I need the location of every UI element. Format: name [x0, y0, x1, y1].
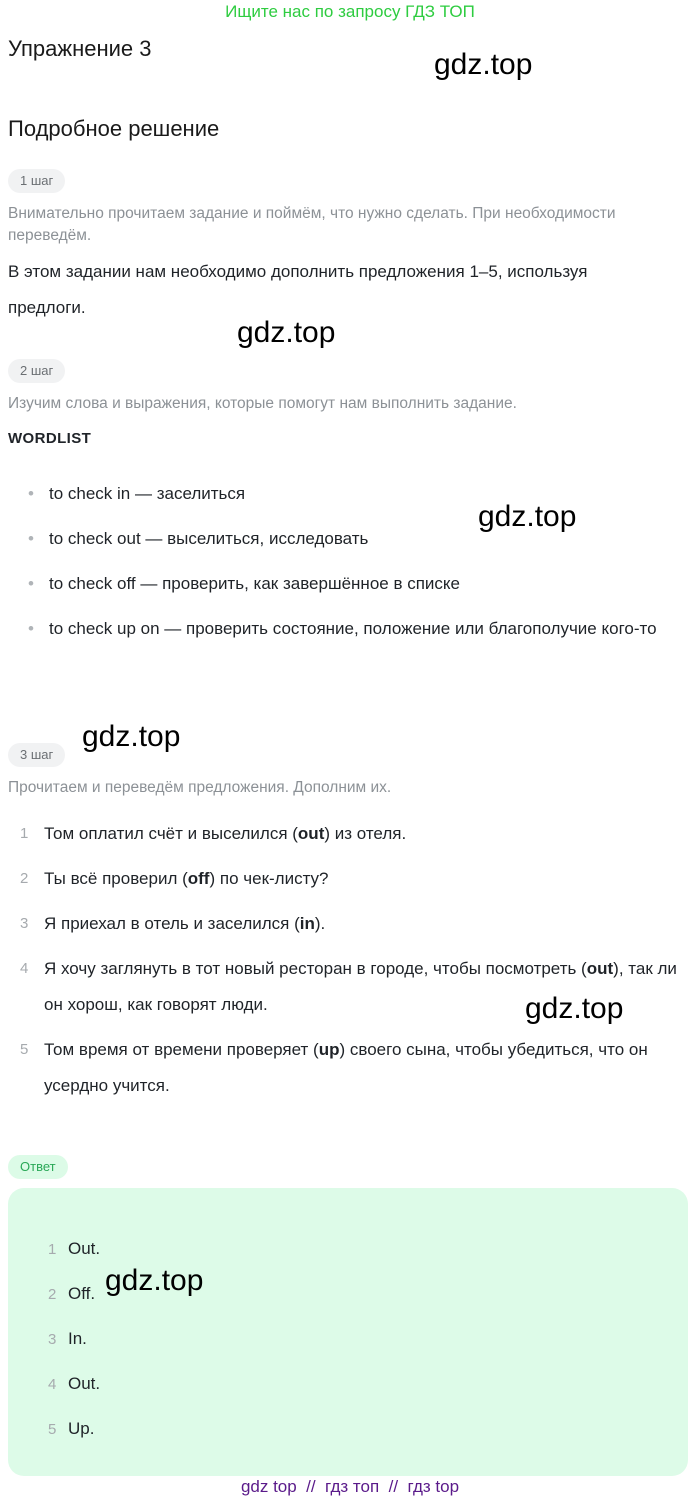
sentence-text: Я приехал в отель и заселился (in). — [44, 914, 326, 933]
sentence-number: 2 — [20, 870, 29, 887]
answer-badge: Ответ — [8, 1155, 68, 1179]
answer-number: 2 — [48, 1286, 57, 1303]
answer-text: Out. — [68, 1239, 101, 1258]
word-entry: to check up on — проверить состояние, положение или благополучие кого-то — [49, 619, 657, 638]
bullet-icon: • — [28, 574, 34, 593]
answer-text: Up. — [68, 1419, 95, 1438]
step-1-hint: Внимательно прочитаем задание и поймём, что нужно сделать. При необходимости переведём. — [8, 205, 616, 244]
answer-item — [48, 1414, 94, 1445]
sentence-number: 4 — [20, 960, 29, 977]
answer-item — [48, 1234, 100, 1265]
step-3-hint: Прочитаем и переведём предложения. Дополним их. — [8, 779, 392, 796]
step-2-badge: 2 шаг — [8, 359, 65, 383]
step-3-badge: 3 шаг — [8, 743, 65, 767]
word-entry: to check in — заселиться — [49, 484, 246, 503]
answer-text: Off. — [68, 1284, 96, 1303]
answer-number: 5 — [48, 1421, 57, 1438]
word-entry: to check off — проверить, как завершённое в списке — [49, 574, 460, 593]
step-1-text: В этом задании нам необходимо дополнить предложения 1–5, используя предлоги. — [8, 262, 588, 317]
answer-number: 4 — [48, 1376, 57, 1393]
answer-number: 1 — [48, 1241, 57, 1258]
watermark: gdz.top — [105, 1264, 204, 1297]
sentence-text: Том время от времени проверяет (up) своего сына, чтобы убедиться, что он усердно учится. — [44, 1040, 648, 1095]
watermark: gdz.top — [525, 992, 624, 1025]
step-2-hint: Изучим слова и выражения, которые помогут нам выполнить задание. — [8, 395, 517, 412]
bullet-icon: • — [28, 529, 34, 548]
section-title: Подробное решение — [8, 116, 220, 141]
watermark: gdz.top — [82, 720, 181, 753]
top-banner: Ищите нас по запросу ГДЗ ТОП — [225, 2, 475, 21]
sentence-number: 1 — [20, 825, 29, 842]
watermark: gdz.top — [434, 48, 533, 81]
answer-box — [8, 1188, 688, 1476]
word-entry: to check out — выселиться, исследовать — [49, 529, 369, 548]
answer-text: In. — [68, 1329, 87, 1348]
sentence-number: 5 — [20, 1041, 29, 1058]
bullet-icon: • — [28, 484, 34, 503]
footer-links: gdz top // гдз топ // гдз top — [240, 1477, 460, 1496]
sentence-number: 3 — [20, 915, 29, 932]
watermark: gdz.top — [478, 500, 577, 533]
wordlist-title: WORDLIST — [8, 430, 92, 447]
sentence-text: Том оплатил счёт и выселился (out) из отеля. — [44, 824, 407, 843]
answer-text: Out. — [68, 1374, 101, 1393]
answer-item — [48, 1279, 95, 1310]
exercise-title: Упражнение 3 — [8, 36, 152, 61]
watermark: gdz.top — [237, 316, 336, 349]
sentence-text: Я хочу заглянуть в тот новый ресторан в городе, чтобы посмотреть (out), так ли он хорош, как говорят люди. — [44, 959, 677, 1014]
step-1-badge: 1 шаг — [8, 169, 65, 193]
answer-number: 3 — [48, 1331, 57, 1348]
answer-item — [48, 1324, 87, 1355]
bullet-icon: • — [28, 619, 34, 638]
answer-item — [48, 1369, 100, 1400]
sentence-text: Ты всё проверил (off) по чек-листу? — [44, 869, 329, 888]
